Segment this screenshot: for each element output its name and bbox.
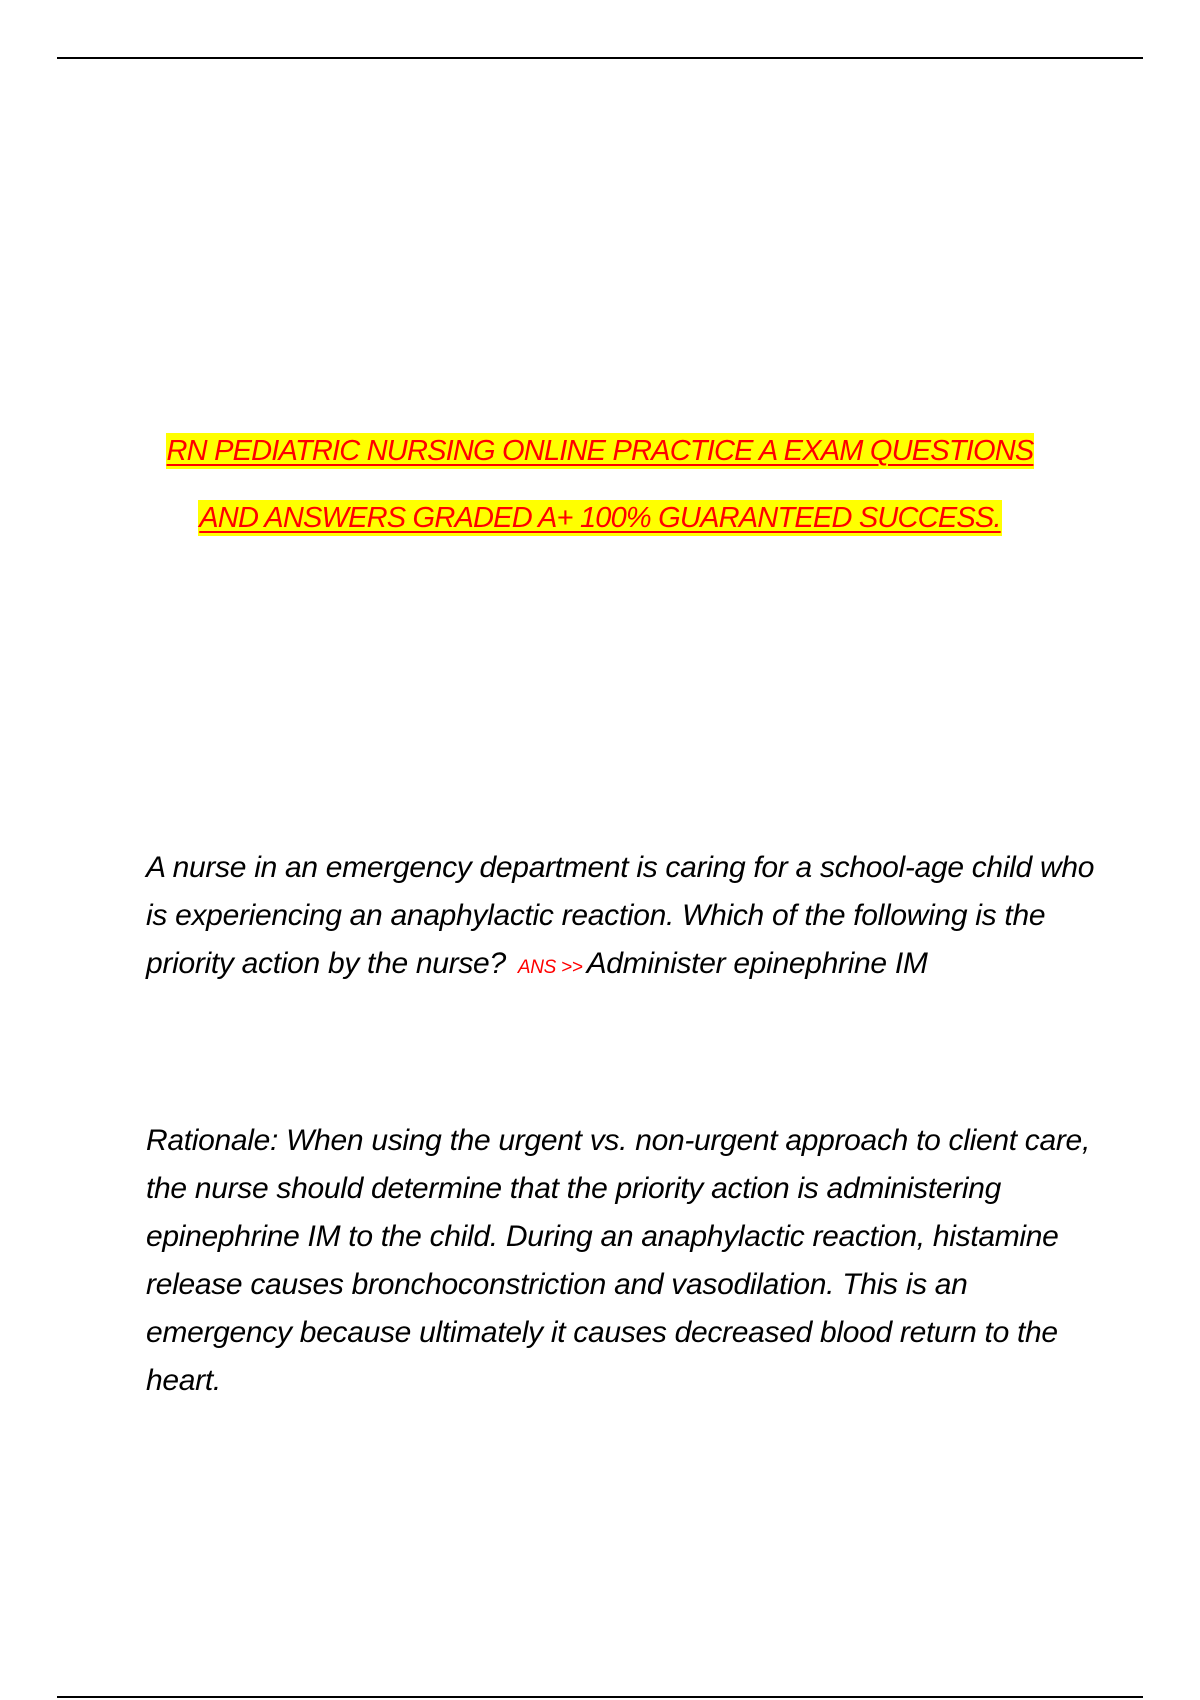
title-line-1-text: RN PEDIATRIC NURSING ONLINE PRACTICE A EXAM QUESTIONS [166,435,1034,467]
rationale-block [146,1117,1106,1405]
top-rule [57,57,1143,59]
answer-text: Administer epinephrine IM [586,947,928,980]
rationale-text: Rationale: When using the urgent vs. non-urgent approach to client care, the nurse should determine that the priority action is administering epinephrine IM to the child. During an anaphylactic reaction, histamine release causes bronchoconstriction and vasodilation. This is an emergency because ultimately it causes decreased blood return to the heart. [146,1124,1090,1397]
title-line-1 [100,418,1100,485]
document-title [100,418,1100,552]
bottom-rule [57,1696,1143,1698]
title-line-2-text: AND ANSWERS GRADED A+ 100% GUARANTEED SUCCESS. [199,502,1001,534]
answer-marker: ANS >> [517,957,583,978]
question-block [146,844,1106,992]
question-text: A nurse in an emergency department is caring for a school-age child who is experiencing an anaphylactic reaction. Which of the following is the priority action by the nurse? [146,851,1095,980]
title-line-2 [100,485,1100,552]
